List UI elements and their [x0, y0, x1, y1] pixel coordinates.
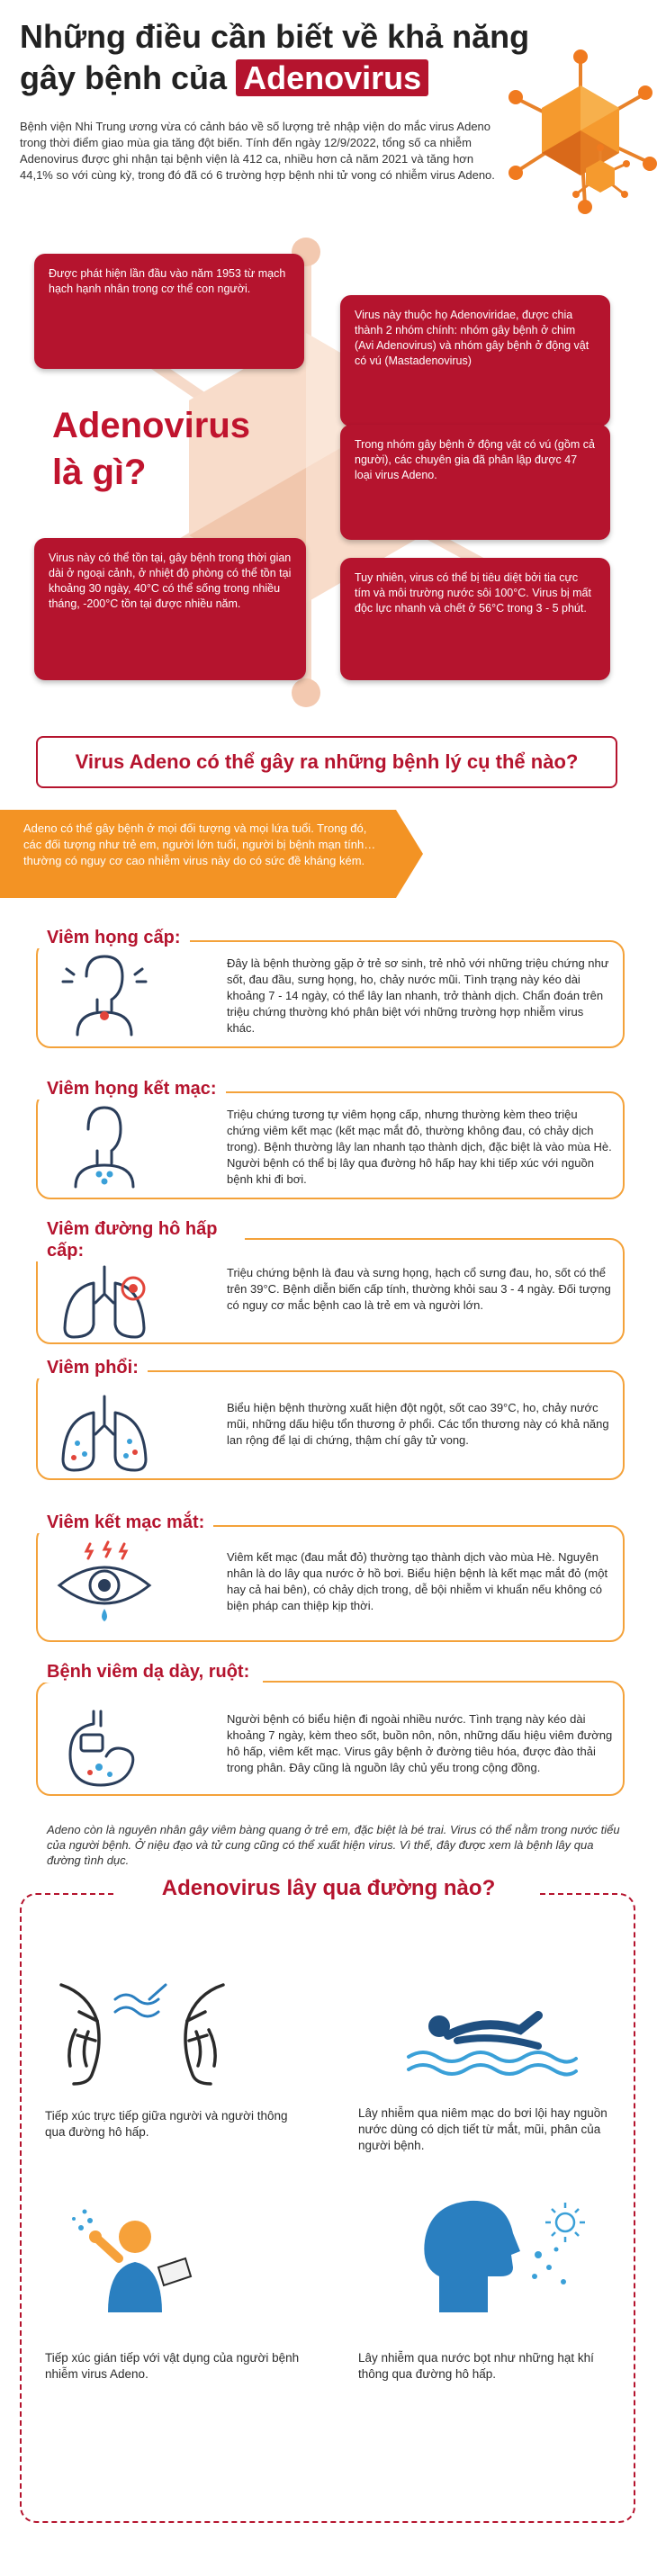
disease-item-pharyngoconjunctival — [0, 1078, 657, 1213]
person-to-person-icon — [43, 1976, 241, 2093]
page-title-line1: Những điều cần biết về khả năng — [20, 18, 530, 55]
disease-description: Viêm kết mạc (đau mắt đỏ) thường tạo thành dịch vào mùa Hè. Nguyên nhân là do lây qua nước ở hồ bơi. Biểu hiện bệnh là kết mạc mắt đỏ (một hay cả hai bên), có chảy dịch trong, dễ bội nhiễm vi khuẩn nếu không có biện pháp can thiệp kịp thời. — [227, 1550, 608, 1612]
what-card-discovery: Được phát hiện lần đầu vào năm 1953 từ mạch hạch hạnh nhân trong cơ thể con người. — [34, 254, 304, 369]
disease-title: Viêm họng kết mạc: — [29, 1078, 226, 1100]
disease-title: Viêm phổi: — [29, 1357, 148, 1378]
lungs-icon — [50, 1261, 158, 1342]
sneezing-person-icon — [72, 2204, 207, 2321]
droplet-spread-icon — [412, 2195, 592, 2321]
what-card-destroy: Tuy nhiên, virus có thể bị tiêu diệt bởi tia cực tím và môi trường nước sôi 100°C. Virus bị mất độc lực nhanh và chết ở 56°C trong 3 - 5 phút. — [340, 558, 610, 680]
disease-title: Viêm kết mạc mắt: — [29, 1512, 213, 1533]
intro-paragraph: Bệnh viện Nhi Trung ương vừa có cảnh báo về số lượng trẻ nhập viện do mắc virus Adeno trong thời điểm giao mùa gia tăng đột biến. Tính đến ngày 12/9/2022, tổng số ca nhiễm Adenovirus được ghi nhận tại bệnh viện là 412 ca, nhiều hơn cả năm 2021 và tăng hơn 44,1% so với cùng kỳ, trong đó đã có 6 trường hợp bệnh nhi tử vong có nhiễm virus Adeno. — [20, 120, 495, 182]
disease-title: Viêm đường hô hấp cấp: — [29, 1218, 245, 1261]
stomach-icon — [50, 1708, 158, 1798]
what-card-survival: Virus này có thể tồn tại, gây bệnh trong thời gian dài ở ngoại cảnh, ở nhiệt độ phòng có thể tồn tại khoảng 30 ngày, 40°C có thể sống trong nhiều tháng, -200°C tồn tại được nhiều năm. — [34, 538, 306, 680]
title-prefix: gây bệnh của — [20, 59, 228, 96]
disease-item-acute-pharyngitis — [0, 927, 657, 1071]
disease-title: Viêm họng cấp: — [29, 927, 190, 948]
disease-description: Triệu chứng bệnh là đau và sưng họng, hạch cổ sưng đau, ho, sốt có thể trên 39°C. Bệnh diễn biến cấp tính, thường khỏi sau 3 - 4 ngày. Đối tượng có nguy cơ mắc bệnh cao là trẻ em và người lớn. — [227, 1266, 611, 1312]
risk-note: Adeno có thể gây bệnh ở mọi đối tượng và mọi lứa tuổi. Trong đó, các đối tượng như trẻ em, người lớn tuổi, người bị bệnh mạn tính… thường có nguy cơ cao nhiễm virus này do có sức đề kháng kém. — [0, 810, 396, 898]
disease-item-gastroenteritis — [0, 1661, 657, 1814]
transmission-direct: Tiếp xúc trực tiếp giữa người và người thông qua đường hô hấp. — [45, 2109, 288, 2139]
virus-small-icon — [569, 144, 632, 207]
transmission-title: Adenovirus lây qua đường nào? — [161, 1876, 496, 1900]
disease-item-pneumonia — [0, 1357, 657, 1492]
red-eye-icon — [50, 1539, 158, 1629]
bladder-note: Adeno còn là nguyên nhân gây viêm bàng quang ở trẻ em, đặc biệt là bé trai. Virus có thể nằm trong nước tiểu của người bệnh. Ở niệu đạo và tử cung cũng có thể xuất hiện virus. Vì thế, đây được xem là bệnh lây qua đường tình dục. — [47, 1823, 620, 1867]
what-is-section — [0, 234, 657, 711]
disease-description: Đây là bệnh thường gặp ở trẻ sơ sinh, trẻ nhỏ với những triệu chứng như sốt, đau đầu, sưng họng, ho, chảy nước mũi. Tình trạng này kéo dài khoảng 7 - 14 ngày, có thể lây lan nhanh, trở thành dịch. Chẩn đoán trên triệu chứng thường khó phân biệt với những trường hợp nhiễm virus khác. — [227, 956, 609, 1035]
disease-description: Người bệnh có biểu hiện đi ngoài nhiều nước. Tình trạng này kéo dài khoảng 7 ngày, kèm theo sốt, buồn nôn, nôn, những dấu hiệu viêm đường hô hấp, viêm kết mạc. Virus gây bệnh ở đường tiêu hóa, được đào thải trong phân. Đây cũng là nguồn lây chủ yếu trong cộng đồng. — [227, 1712, 613, 1774]
disease-description: Triệu chứng tương tự viêm họng cấp, nhưng thường kèm theo triệu chứng viêm kết mạc (kết mạc mắt đỏ, thường không đau, có chảy dịch trong). Bệnh thường lây lan nhanh tạo thành dịch, đặc biệt là vào mùa Hè. Người bệnh có thể bị lây qua đường hô hấp hay khi tiếp xúc với nguồn bệnh khi đi bơi. — [227, 1108, 612, 1186]
what-is-title-line1: Adenovirus — [52, 406, 251, 445]
risk-note-arrow — [396, 810, 423, 898]
what-card-mammal: Trong nhóm gây bệnh ở động vật có vú (gồm cả người), các chuyên gia đã phân lập được 47 loại virus Adeno. — [340, 425, 610, 540]
disease-description: Biểu hiện bệnh thường xuất hiện đột ngột, sốt cao 39°C, ho, chảy nước mũi, những dấu hiệu tổn thương ở phổi. Các tổn thương này có khả năng lan rộng để lại di chứng, thậm chí gây tử vong. — [227, 1401, 609, 1447]
sore-throat-icon — [50, 949, 158, 1039]
what-card-family: Virus này thuộc họ Adenoviridae, được chia thành 2 nhóm chính: nhóm gây bệnh ở chim (Avi Adenovirus) và nhóm gây bệnh ở động vật có vú (Mastadenovirus) — [340, 295, 610, 426]
transmission-water: Lây nhiễm qua niêm mạc do bơi lội hay nguồn nước dùng có dịch tiết từ mắt, mũi, phân của người bệnh. — [358, 2106, 608, 2152]
infected-lungs-icon — [50, 1389, 158, 1479]
disease-title: Bệnh viêm dạ dày, ruột: — [29, 1661, 263, 1683]
disease-item-conjunctivitis — [0, 1512, 657, 1656]
what-is-title-line2: là gì? — [52, 453, 147, 492]
title-highlight: Adenovirus — [236, 59, 428, 96]
page-title-line2 — [20, 58, 428, 99]
disease-item-acute-respiratory — [0, 1218, 657, 1353]
swimmer-icon — [403, 2005, 583, 2077]
diseases-question-banner: Virus Adeno có thể gây ra những bệnh lý cụ thể nào? — [36, 736, 617, 788]
transmission-droplets: Lây nhiễm qua nước bọt như những hạt khí thông qua đường hô hấp. — [358, 2351, 594, 2381]
what-is-title — [52, 402, 250, 496]
throat-infection-icon — [50, 1100, 158, 1190]
transmission-indirect: Tiếp xúc gián tiếp với vật dụng của người bệnh nhiễm virus Adeno. — [45, 2351, 300, 2381]
